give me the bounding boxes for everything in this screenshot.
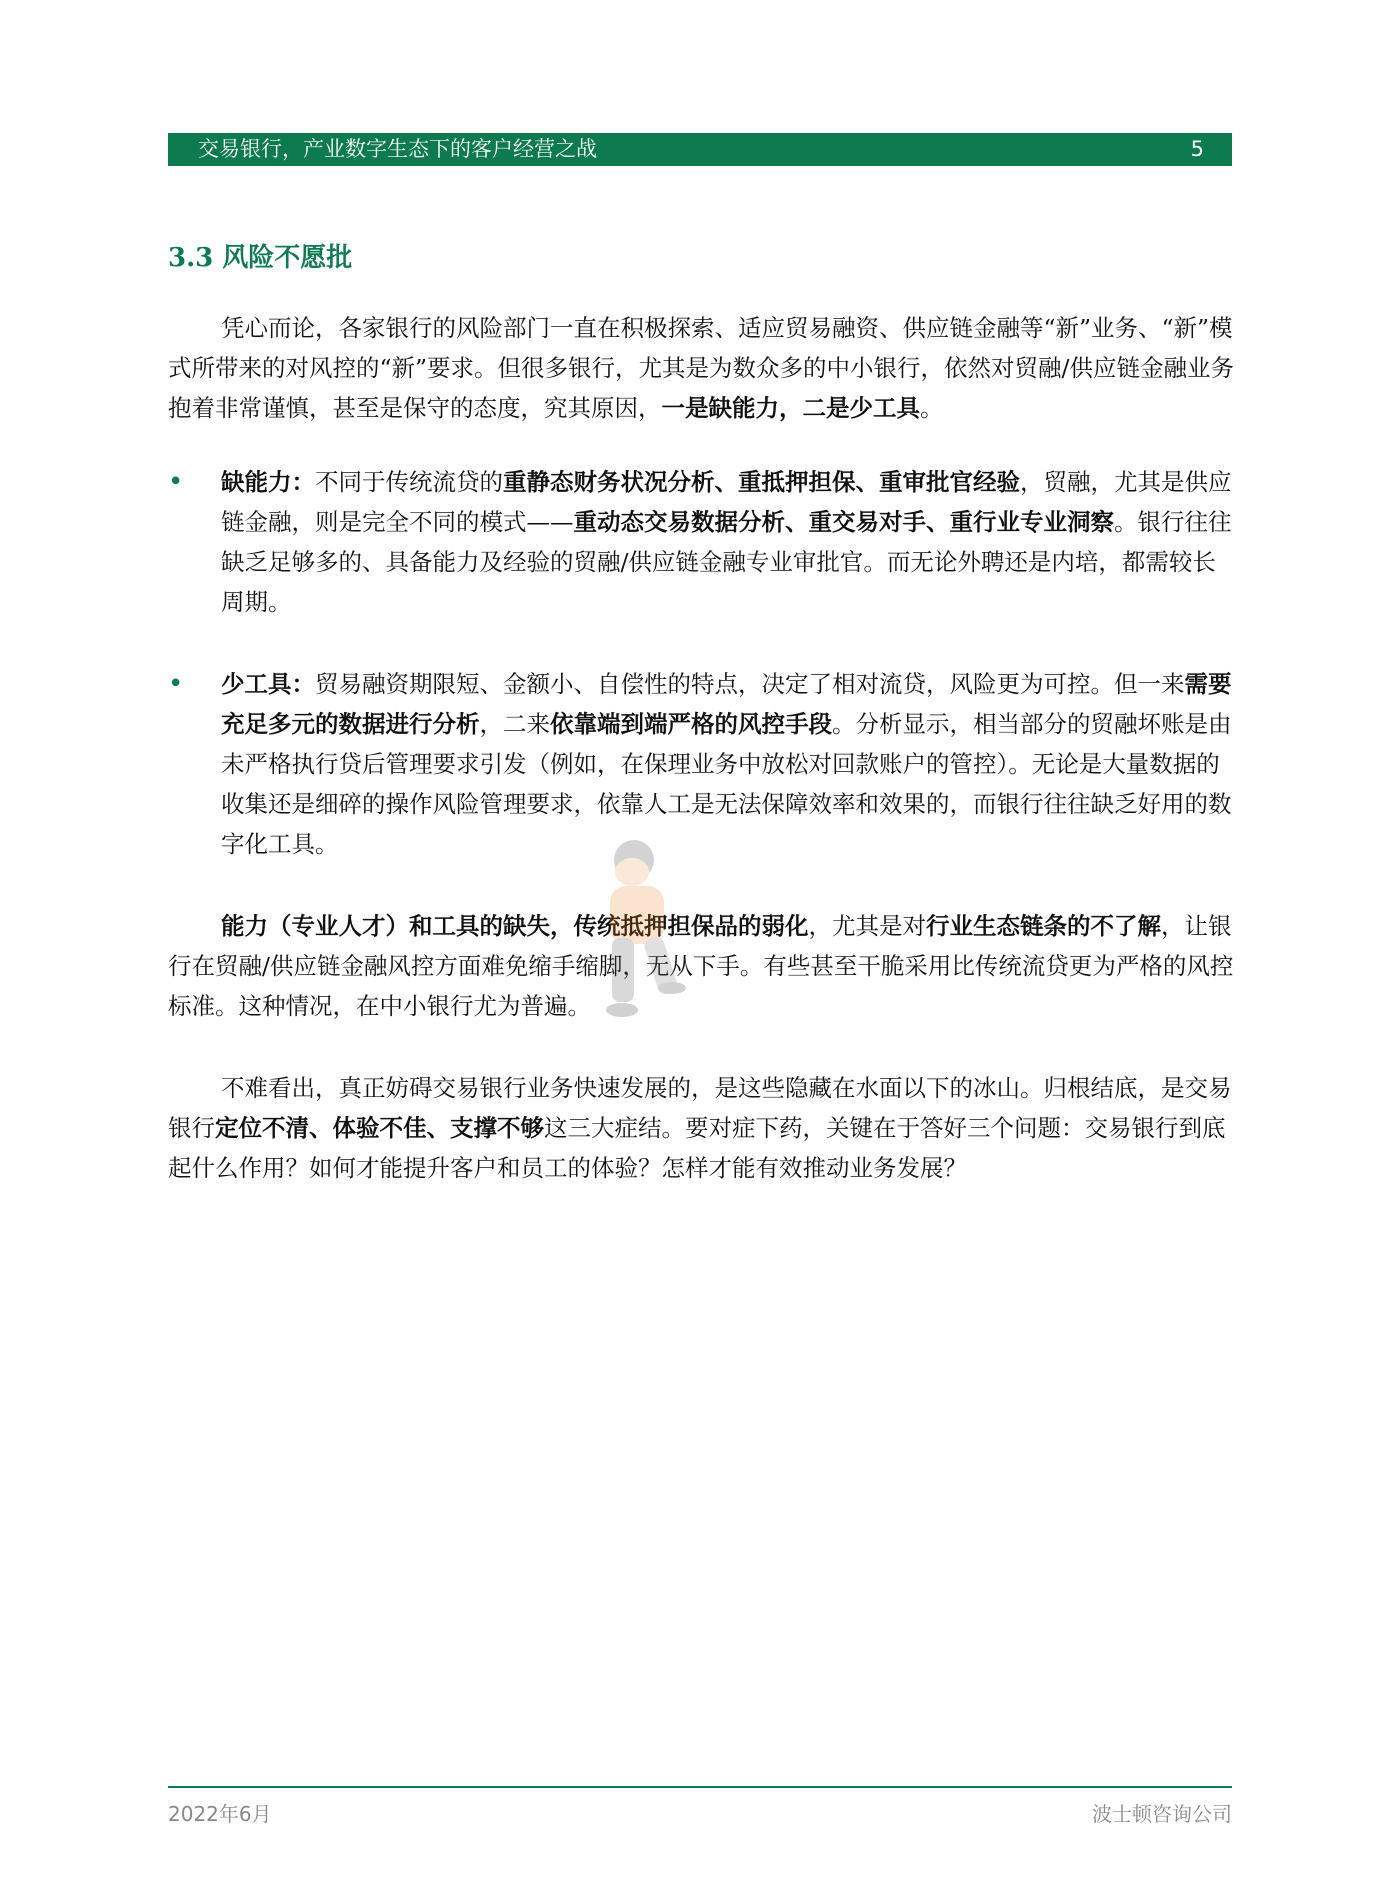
bullet-text: 。银行往往缺乏足够多的、具备能力及经验的贸融/供应链金融专业审批官。而无论外聘还是内培，都需较长周期。 (221, 508, 1232, 616)
bullet-bold: 依靠端到端严格的风控手段 (550, 710, 832, 738)
para4-text-2: 这三大症结。要对症下药，关键在于答好三个问题：交易银行到底起什么作用？如何才能提升客户和员工的体验？怎样才能有效推动业务发展？ (168, 1114, 1226, 1182)
body-content (168, 308, 1234, 1188)
section-title: 3.3 风险不愿批 (168, 243, 353, 273)
intro-end: 。 (920, 394, 944, 422)
bullet-text: 。分析显示，相当部分的贸融坏账是由未严格执行贷后管理要求引发（例如，在保理业务中放松对回款账户的管控）。无论是大量数据的收集还是细碎的操作风险管理要求，依靠人工是无法保障效率和效果的，而银行往往缺乏好用的数字化工具。 (221, 710, 1232, 858)
para3-text-1: ，尤其是对 (808, 912, 926, 940)
bullet-icon: • (168, 669, 184, 699)
bullet-icon: • (168, 467, 184, 497)
paragraph-4 (168, 1068, 1234, 1188)
footer-company: 波士顿咨询公司 (1092, 1802, 1232, 1826)
para4-bold: 定位不清、体验不佳、支撑不够 (215, 1114, 544, 1142)
intro-text: 凭心而论，各家银行的风险部门一直在积极探索、适应贸易融资、供应链金融等“新”业务、“新”模式所带来的对风控的“新”要求。但很多银行，尤其是为数众多的中小银行，依然对贸融/供应链金融业务抱着非常谨慎，甚至是保守的态度，究其原因， (168, 314, 1234, 422)
header-title: 交易银行，产业数字生态下的客户经营之战 (198, 137, 597, 161)
bullet-label: 缺能力： (221, 468, 315, 496)
watermark-figure-icon (582, 838, 692, 1023)
bullet-bold: 重静态财务状况分析、重抵押担保、重审批官经验 (503, 468, 1020, 496)
page-number: 5 (1190, 137, 1204, 161)
bullet-text: 贸易融资期限短、金额小、自偿性的特点，决定了相对流贷，风险更为可控。但一来 (315, 670, 1185, 698)
footer-date: 2022年6月 (168, 1802, 272, 1826)
footer-divider (168, 1786, 1232, 1788)
bullet-bold: 重动态交易数据分析、重交易对手、重行业专业洞察 (573, 508, 1114, 536)
bullet-bold: 需要充足多元的数据进行分析 (221, 670, 1232, 738)
intro-paragraph (168, 308, 1234, 428)
para3-bold-1: 能力（专业人才）和工具的缺失，传统抵押担保品的弱化 (221, 912, 809, 940)
para3-bold-2: 行业生态链条的不了解 (926, 912, 1161, 940)
bullet-item-tools (168, 664, 1234, 864)
bullet-text: ，贸融，尤其是供应链金融，则是完全不同的模式—— (221, 468, 1232, 536)
para3-text-2: ，让银行在贸融/供应链金融风控方面难免缩手缩脚，无从下手。有些甚至干脆采用比传统流贷更为严格的风控标准。这种情况，在中小银行尤为普遍。 (168, 912, 1234, 1020)
bullet-item-capability (168, 462, 1234, 622)
bullet-text: 不同于传统流贷的 (315, 468, 503, 496)
header-bar (168, 133, 1232, 166)
para4-text-1: 不难看出，真正妨碍交易银行业务快速发展的，是这些隐藏在水面以下的冰山。归根结底，是交易银行 (168, 1074, 1232, 1142)
bullet-text: ，二来 (479, 710, 550, 738)
paragraph-3 (168, 906, 1234, 1026)
intro-bold: 一是缺能力，二是少工具 (661, 394, 920, 422)
bullet-label: 少工具： (221, 670, 315, 698)
